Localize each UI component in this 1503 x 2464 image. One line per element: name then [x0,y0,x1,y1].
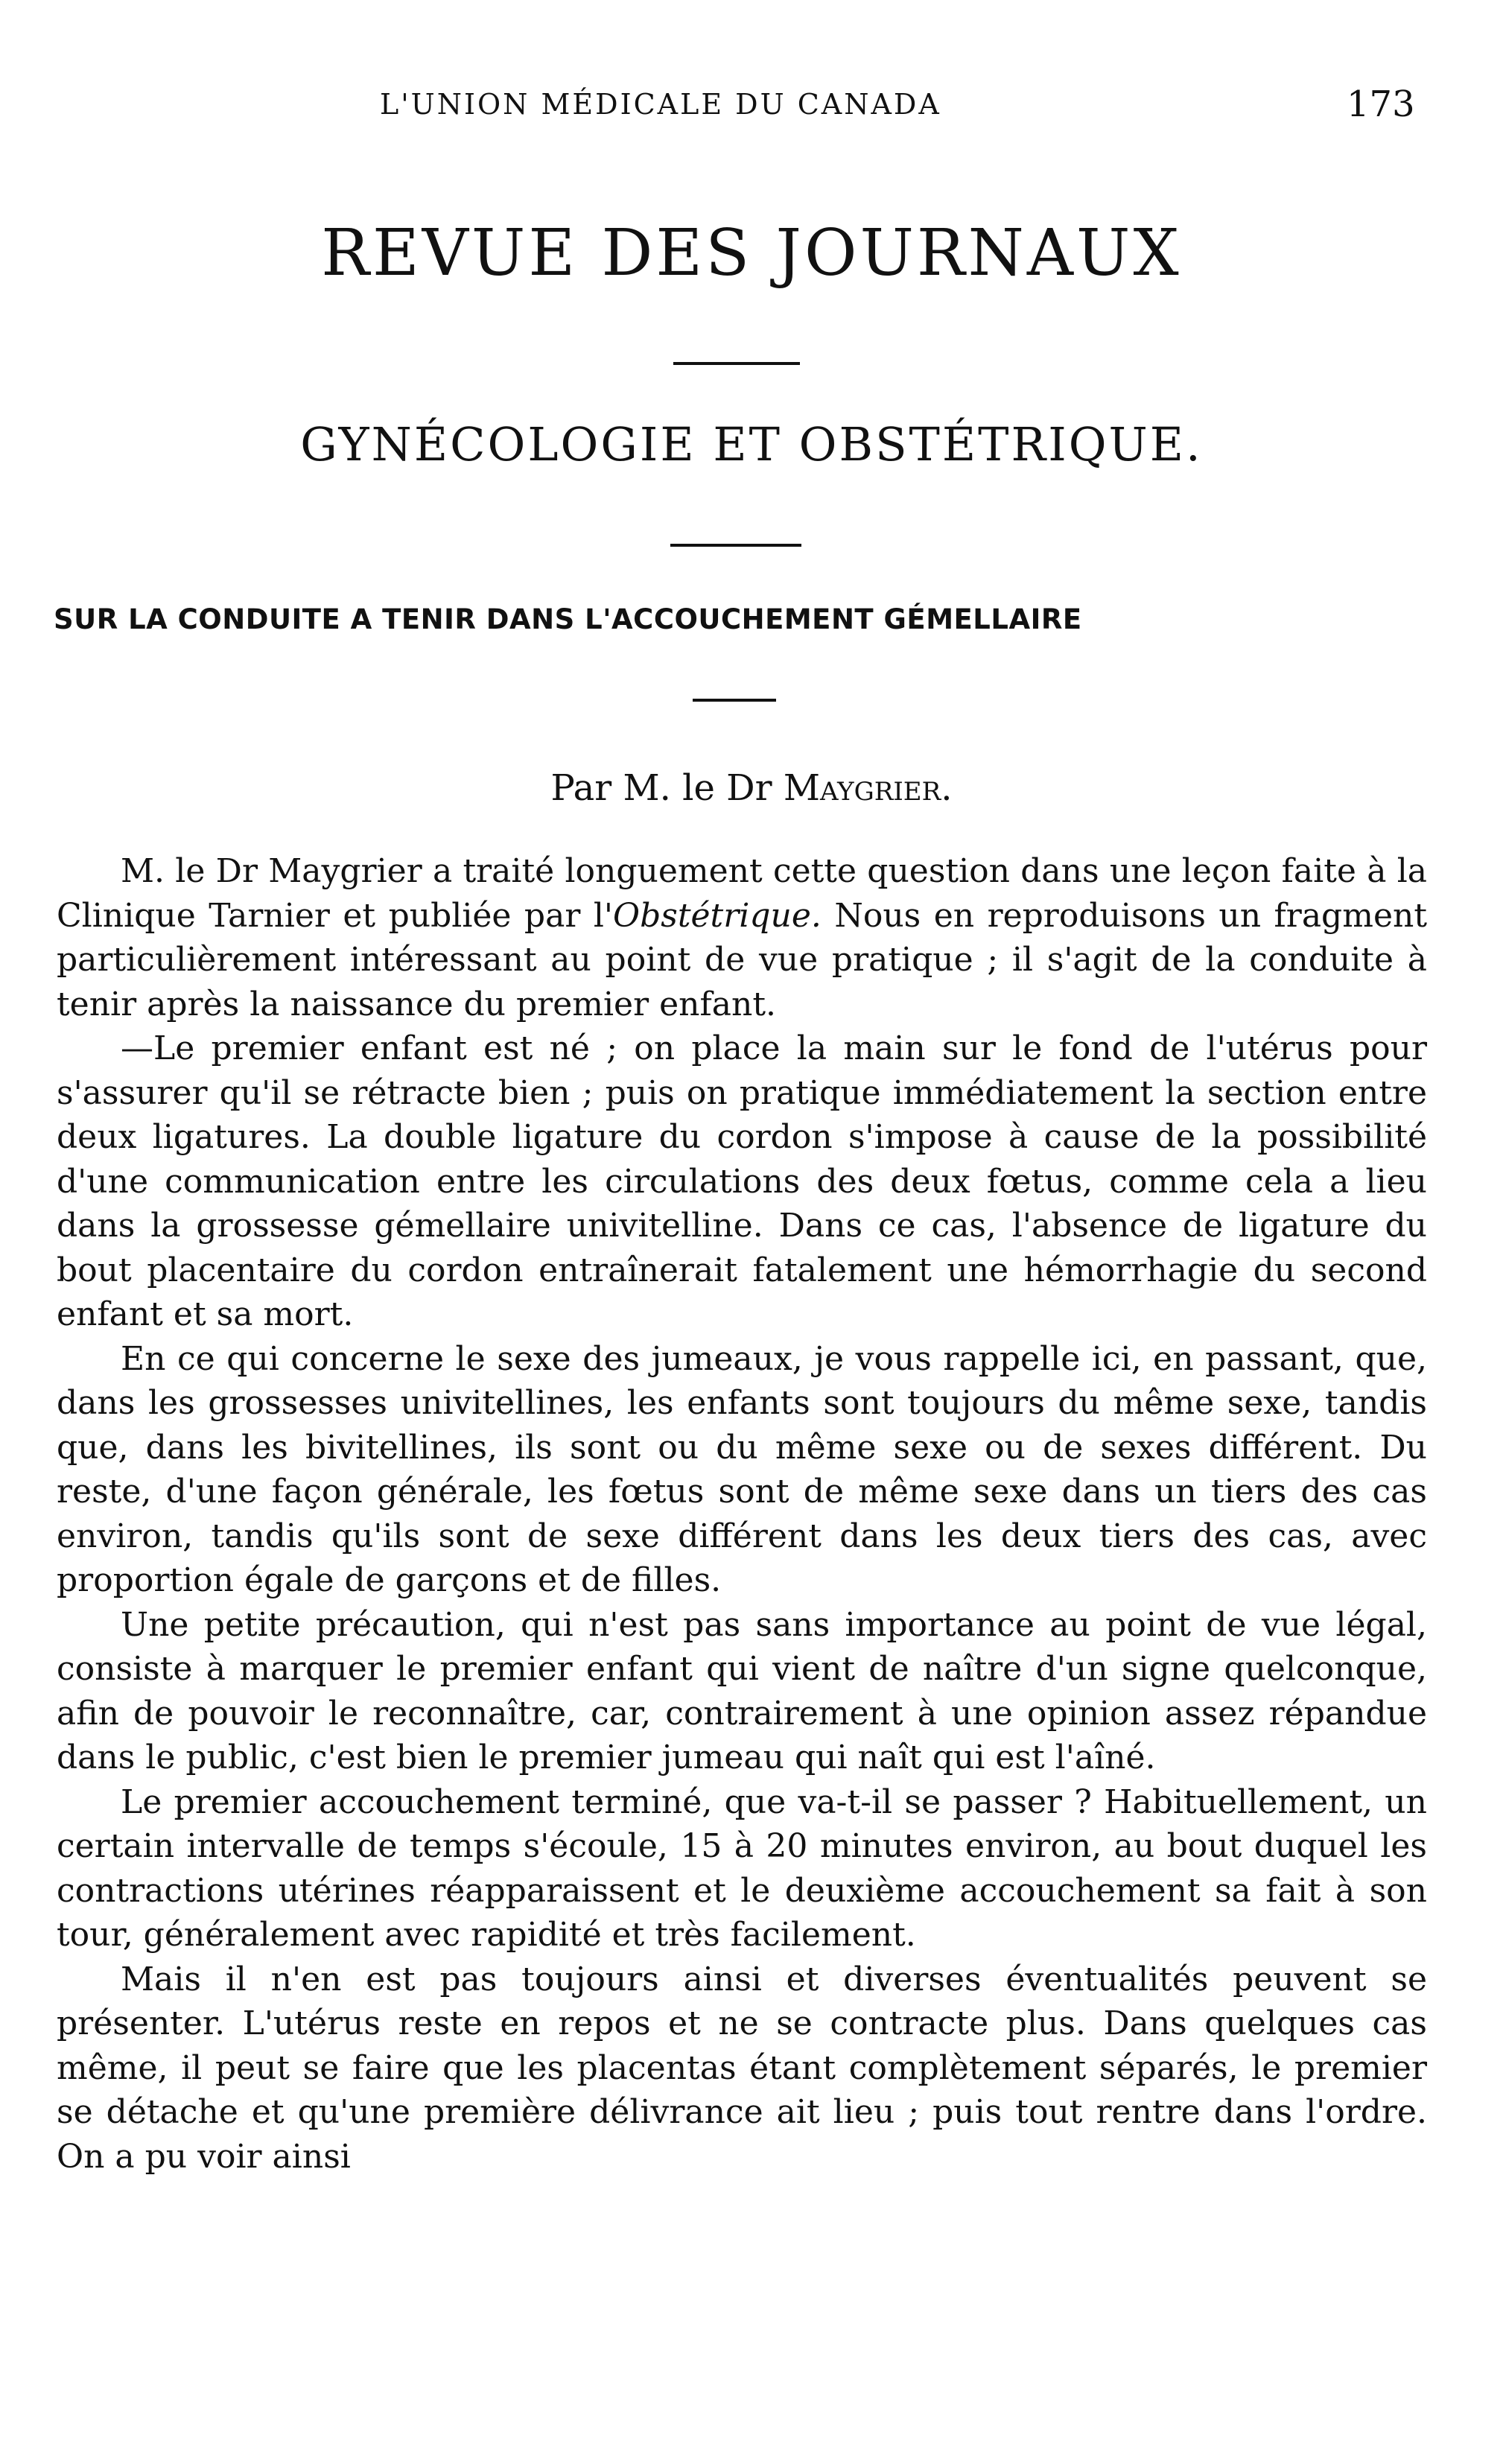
running-title: L'UNION MÉDICALE DU CANADA [380,88,941,121]
paragraph: En ce qui concerne le sexe des jumeaux, je vous rappelle ici, en passant, que, dans les grossesses univitellines, les enfants sont toujours du même sexe, tandis que, dans les bivitellines, ils sont ou du même sexe ou de sexes différent. Du reste, d'une façon générale, les fœtus sont de même sexe dans un tiers des cas environ, tandis qu'ils sont de sexe différent dans les deux tiers des cas, avec proportion égale de garçons et de filles. [57,1339,1427,1599]
page-number: 173 [1347,83,1415,125]
paragraph-text: Nous en reproduisons un fragment particulièrement intéressant au point de vue pratique ; il s'agit de la conduite à tenir après la naissance du premier enfant. [57,896,1428,1023]
paragraph [57,849,1427,1026]
section-title: REVUE DES JOURNAUX [321,216,1182,290]
divider-rule [693,699,776,702]
paragraph: Le premier accouchement terminé, que va-t-il se passer ? Habituellement, un certain intervalle de temps s'écoule, 15 à 20 minutes environ, au bout duquel les contractions utérines réapparaissent et le deuxième accouchement sa fait à son tour, généralement avec rapidité et très facilement. [57,1782,1427,1954]
journal-name: Obstétrique. [613,896,822,935]
paragraph-text: M. le Dr Maygrier a traité longuement cette question dans une leçon faite à la Clinique Tarnier et publiée par l' [57,852,1427,935]
running-header [0,83,1503,133]
paragraph: Une petite précaution, qui n'est pas sans importance au point de vue légal, consiste à marquer le premier enfant qui vient de naître d'un signe quelconque, afin de pouvoir le reconnaître, car, contrairement à une opinion assez répandue dans le public, c'est bien le premier jumeau qui naît qui est l'aîné. [57,1605,1427,1776]
divider-rule [670,544,801,547]
byline [0,767,1503,809]
byline-prefix: Par M. le Dr [550,767,784,809]
subsection-title: GYNÉCOLOGIE ET OBSTÉTRIQUE. [300,417,1203,471]
article-title: SUR LA CONDUITE A TENIR DANS L'ACCOUCHEMENT GÉMELLAIRE [54,603,1082,635]
paragraph: Mais il n'en est pas toujours ainsi et diverses éventualités peuvent se présenter. L'utérus reste en repos et ne se contracte plus. Dans quelques cas même, il peut se faire que les placentas étant complètement séparés, le premier se détache et qu'une première délivrance ait lieu ; puis tout rentre dans l'ordre. On a pu voir ainsi [57,1960,1427,2176]
byline-author: Maygrier. [783,767,953,809]
paragraph: —Le premier enfant est né ; on place la main sur le fond de l'utérus pour s'assurer qu'il se rétracte bien ; puis on pratique immédiatement la section entre deux ligatures. La double ligature du cordon s'impose à cause de la possibilité d'une communication entre les circulations des deux fœtus, comme cela a lieu dans la grossesse gémellaire univitelline. Dans ce cas, l'absence de ligature du bout placentaire du cordon entraînerait fatalement une hémorrhagie du second enfant et sa mort. [57,1029,1427,1333]
article-body [57,849,1427,2179]
divider-rule [673,362,800,365]
